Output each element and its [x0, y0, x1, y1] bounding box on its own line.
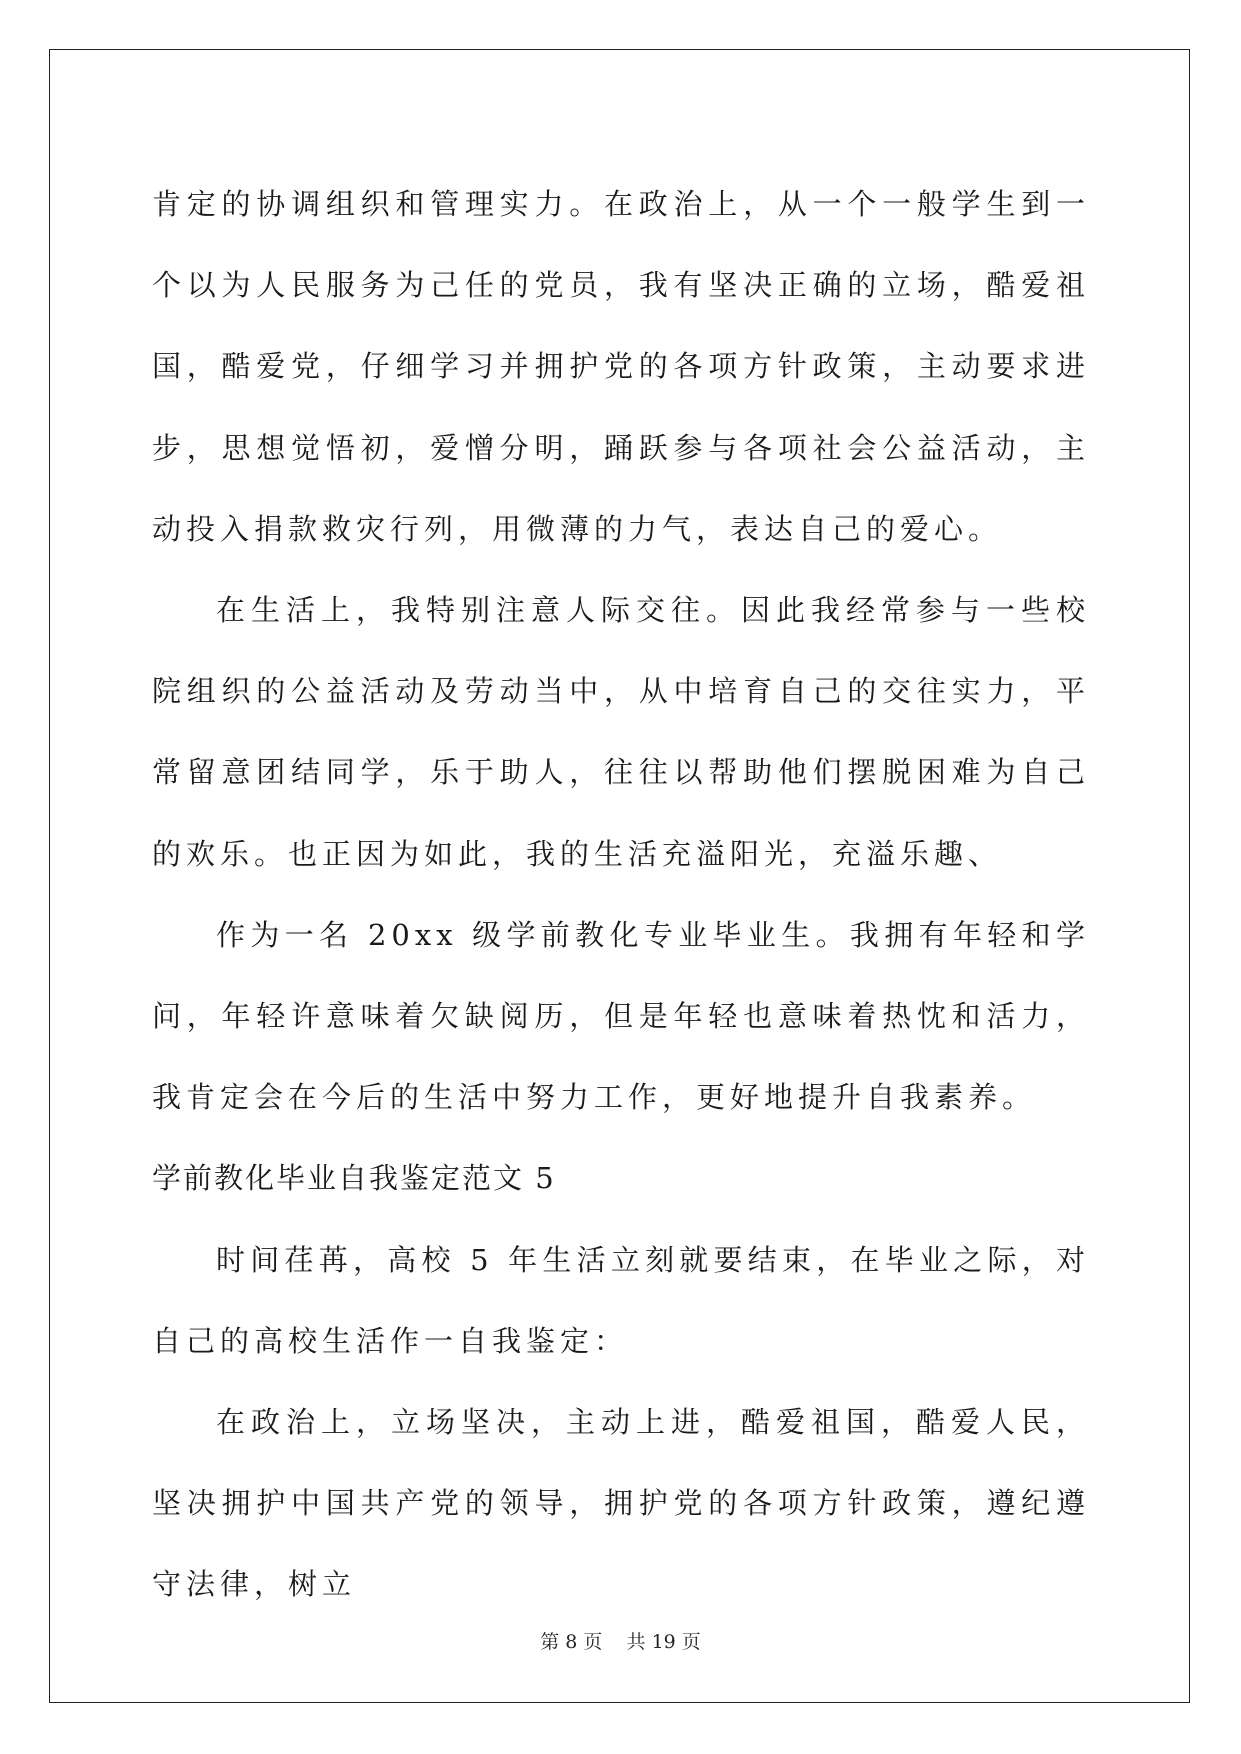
- paragraph-3: 作为一名 20xx 级学前教化专业毕业生。我拥有年轻和学问，年轻许意味着欠缺阅历，但是年轻也意味着热忱和活力，我肯定会在今后的生活中努力工作，更好地提升自我素养。: [152, 917, 1090, 1115]
- page-number: 第 8 页: [540, 1631, 603, 1653]
- page-footer: [0, 1627, 1241, 1654]
- total-pages: 共 19 页: [626, 1631, 701, 1653]
- paragraph-1: 肯定的协调组织和管理实力。在政治上，从一个一般学生到一个以为人民服务为己任的党员，我有坚决正确的立场，酷爱祖国，酷爱党，仔细学习并拥护党的各项方针政策，主动要求进步，思想觉悟初，爱憎分明，踊跃参与各项社会公益活动，主动投入捐款救灾行列，用微薄的力气，表达自己的爱心。: [152, 187, 1090, 546]
- paragraph-2: 在生活上，我特别注意人际交往。因此我经常参与一些校院组织的公益活动及劳动当中，从中培育自己的交往实力，平常留意团结同学，乐于助人，往往以帮助他们摆脱困难为自己的欢乐。也正因为如此，我的生活充溢阳光，充溢乐趣、: [152, 593, 1090, 871]
- paragraph-4: 时间荏苒，高校 5 年生活立刻就要结束，在毕业之际，对自己的高校生活作一自我鉴定：: [152, 1242, 1090, 1358]
- paragraph-5: 在政治上，立场坚决，主动上进，酷爱祖国，酷爱人民，坚决拥护中国共产党的领导，拥护党的各项方针政策，遵纪遵守法律，树立: [152, 1405, 1090, 1602]
- section-heading: 学前教化毕业自我鉴定范文 5: [152, 1161, 556, 1196]
- document-body: [152, 164, 1090, 1626]
